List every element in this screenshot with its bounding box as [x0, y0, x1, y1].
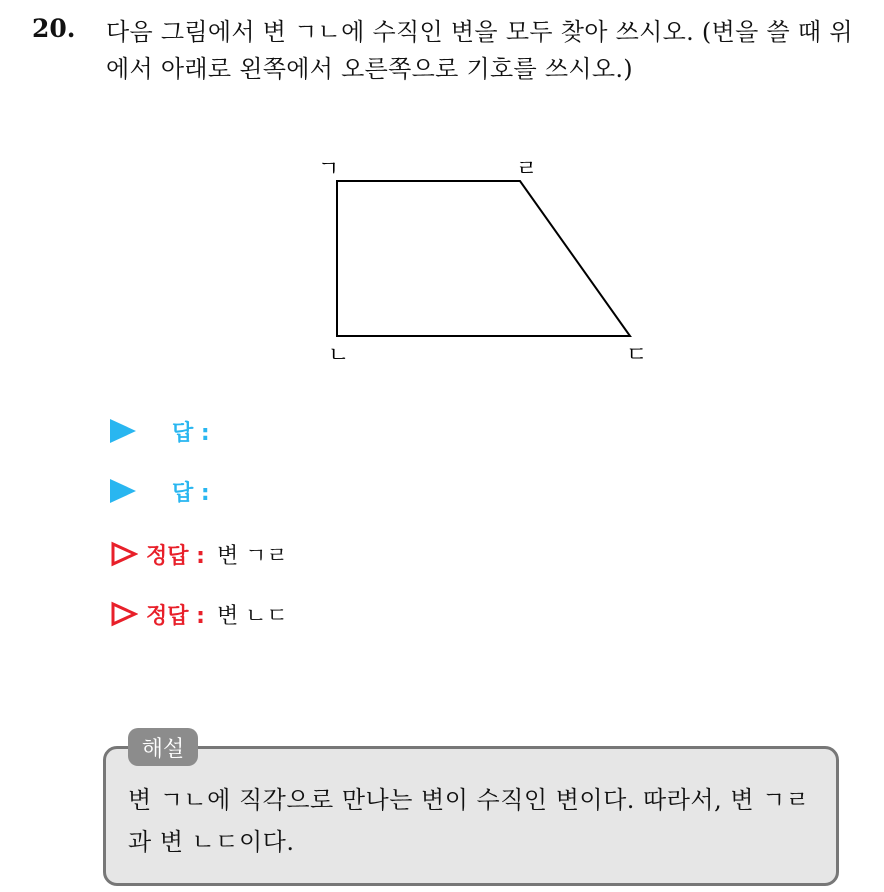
trapezoid-figure	[300, 150, 660, 380]
correct-answer-value: 변 ㄴㄷ	[216, 603, 288, 629]
vertex-label-rieul: ㄹ	[516, 157, 538, 182]
correct-answer-label: 정답 :	[146, 603, 205, 629]
trapezoid-shape	[337, 181, 630, 336]
vertex-label-nieun: ㄴ	[328, 343, 350, 368]
answer-label: 답 :	[172, 480, 210, 506]
correct-answer-label: 정답 :	[146, 543, 205, 569]
vertex-label-digeut: ㄷ	[626, 343, 648, 368]
correct-answer-row-2	[110, 597, 288, 631]
question-number: 20.	[32, 14, 76, 43]
explanation-tag: 해설	[128, 728, 198, 766]
triangle-marker-icon	[110, 479, 136, 503]
correct-answer-row-1	[110, 537, 288, 571]
triangle-marker-icon	[110, 419, 136, 443]
answer-row-2	[110, 474, 222, 508]
hollow-triangle-icon	[110, 541, 138, 567]
answer-row-1	[110, 414, 222, 448]
hollow-triangle-icon	[110, 601, 138, 627]
explanation-box	[103, 746, 839, 886]
correct-answer-value: 변 ㄱㄹ	[216, 543, 288, 569]
question-text: 다음 그림에서 변 ㄱㄴ에 수직인 변을 모두 찾아 쓰시오. (변을 쓸 때 위에서 아래로 왼쪽에서 오른쪽으로 기호를 쓰시오.)	[106, 18, 853, 83]
vertex-label-giyeok: ㄱ	[318, 157, 340, 182]
explanation-text: 변 ㄱㄴ에 직각으로 만나는 변이 수직인 변이다. 따라서, 변 ㄱㄹ과 변 ㄴㄷ이다.	[128, 786, 810, 856]
answer-label: 답 :	[172, 420, 210, 446]
